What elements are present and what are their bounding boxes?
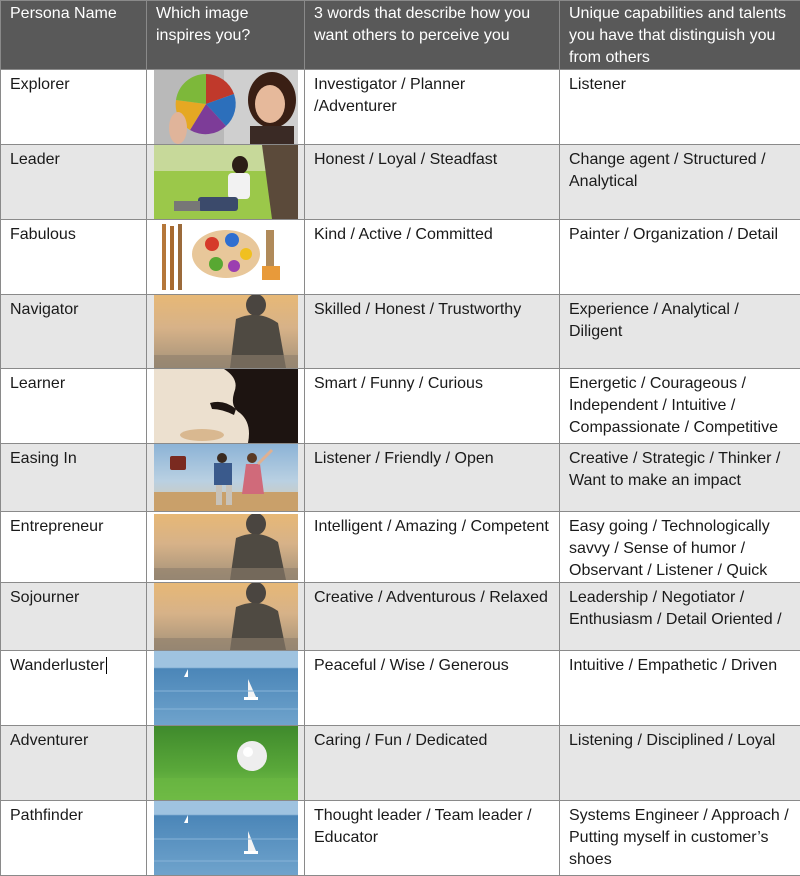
perception-words: Thought leader / Team leader / Educator [305,801,560,876]
perception-words: Intelligent / Amazing / Competent [305,512,560,583]
persona-name: Easing In [1,444,147,512]
persona-name: Explorer [1,70,147,145]
perception-words: Smart / Funny / Curious [305,369,560,444]
perception-words: Caring / Fun / Dedicated [305,726,560,801]
talents: Creative / Strategic / Thinker / Want to make an impact [560,444,800,512]
talents: Listening / Disciplined / Loyal [560,726,800,801]
couple-running-on-beach-image [154,444,298,511]
man-sitting-in-fog-image [154,583,298,650]
man-sitting-in-fog-image [154,514,298,580]
persona-name [1,651,147,726]
perception-words: Creative / Adventurous / Relaxed [305,583,560,651]
header-persona-name: Persona Name [1,1,147,70]
talents: Easy going / Technologically savvy / Sense of humor / Observant / Listener / Quick [560,512,800,583]
image-cell [147,512,305,583]
image-cell [147,70,305,145]
persona-name-text: Wanderluster [10,657,105,674]
woman-on-phone-by-tree-image [154,145,298,219]
persona-name: Fabulous [1,220,147,295]
table-row [1,70,800,145]
talents: Listener [560,70,800,145]
persona-name: Entrepreneur [1,512,147,583]
perception-words: Listener / Friendly / Open [305,444,560,512]
table-row [1,220,800,295]
table-row [1,583,800,651]
talents: Intuitive / Empathetic / Driven [560,651,800,726]
table-row [1,295,800,369]
perception-words: Kind / Active / Committed [305,220,560,295]
image-cell [147,651,305,726]
image-cell [147,801,305,876]
table-row [1,369,800,444]
talents: Leadership / Negotiator / Enthusiasm / Detail Oriented / [560,583,800,651]
image-cell [147,220,305,295]
table-row [1,512,800,583]
table-row [1,145,800,220]
persona-name: Sojourner [1,583,147,651]
perception-words: Peaceful / Wise / Generous [305,651,560,726]
perception-words: Skilled / Honest / Trustworthy [305,295,560,369]
table-row [1,801,800,876]
thinking-silhouette-image [154,369,298,443]
perception-words: Investigator / Planner /Adventurer [305,70,560,145]
persona-name: Pathfinder [1,801,147,876]
text-cursor [106,657,107,674]
paint-palette-image [154,220,298,294]
woman-with-pie-chart-image [154,70,298,144]
image-cell [147,444,305,512]
talents: Experience / Analytical / Diligent [560,295,800,369]
persona-name: Navigator [1,295,147,369]
golf-ball-on-grass-image [154,726,298,800]
sailboats-on-sea-image [154,651,298,725]
persona-name: Adventurer [1,726,147,801]
image-cell [147,726,305,801]
header-image: Which image inspires you? [147,1,305,70]
image-cell [147,295,305,369]
image-cell [147,369,305,444]
image-cell [147,583,305,651]
header-words: 3 words that describe how you want others to perceive you [305,1,560,70]
table-row [1,444,800,512]
talents: Systems Engineer / Approach / Putting myself in customer’s shoes [560,801,800,876]
header-talents: Unique capabilities and talents you have that distinguish you from others [560,1,800,70]
persona-name: Learner [1,369,147,444]
talents: Change agent / Structured / Analytical [560,145,800,220]
table-row [1,726,800,801]
talents: Painter / Organization / Detail [560,220,800,295]
man-sitting-in-fog-image [154,295,298,368]
persona-name: Leader [1,145,147,220]
header-row [1,1,800,70]
perception-words: Honest / Loyal / Steadfast [305,145,560,220]
sailboats-on-sea-image [154,801,298,875]
image-cell [147,145,305,220]
table-row [1,651,800,726]
talents: Energetic / Courageous / Independent / Intuitive / Compassionate / Competitive [560,369,800,444]
